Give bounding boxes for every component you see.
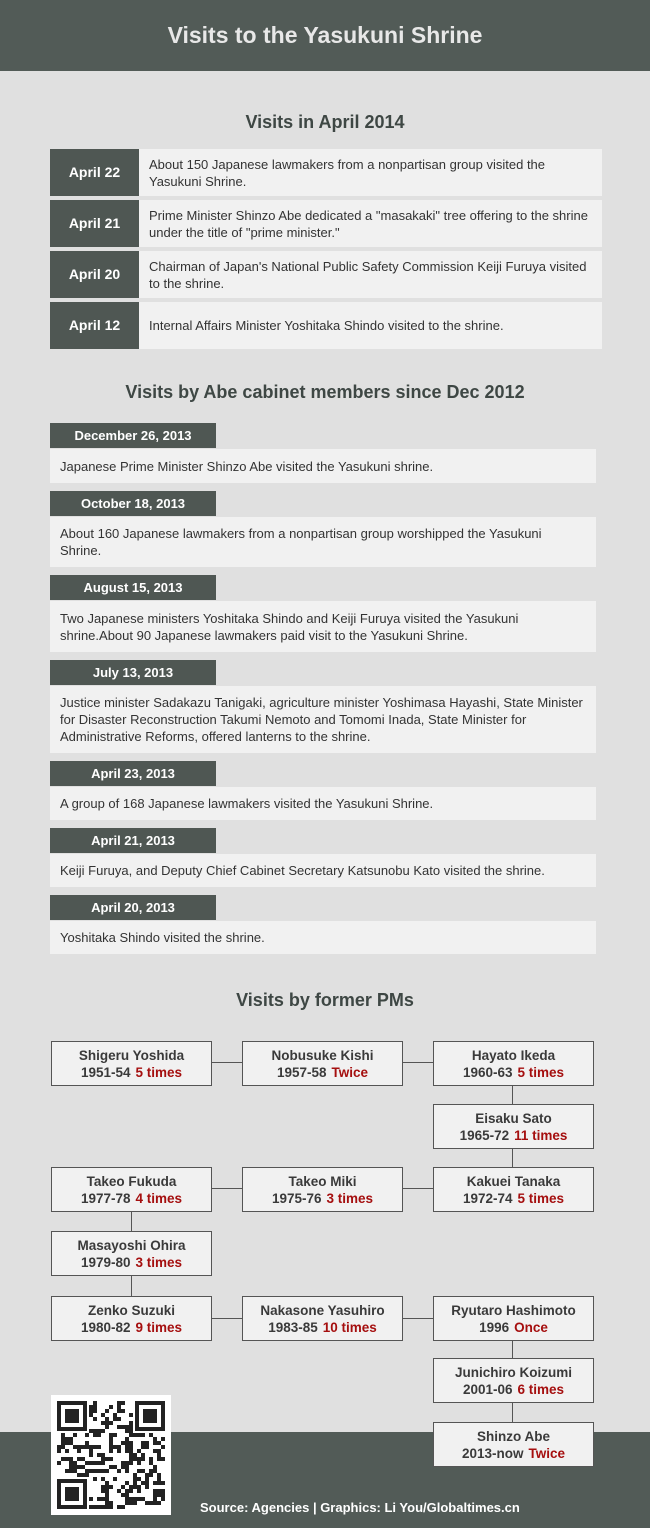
pm-visits: 3 times xyxy=(135,1255,183,1270)
april-text: Chairman of Japan's National Public Safety Commission Keiji Furuya visited to the shrine. xyxy=(149,258,587,291)
cabinet-date: August 15, 2013 xyxy=(50,575,216,600)
april-date: April 22 xyxy=(50,149,139,196)
cabinet-date: April 21, 2013 xyxy=(50,828,216,853)
april-date: April 12 xyxy=(50,302,139,349)
april-text: Prime Minister Shinzo Abe dedicated a "masakaki" tree offering to the shrine under the title of "prime minister." xyxy=(149,207,588,240)
connector xyxy=(131,1275,132,1296)
pm-name: Hayato Ikeda xyxy=(471,1048,556,1063)
connector xyxy=(212,1318,242,1319)
pm-box xyxy=(433,1296,594,1341)
pm-name: Nakasone Yasuhiro xyxy=(260,1303,385,1318)
cabinet-desc: Two Japanese ministers Yoshitaka Shindo and Keiji Furuya visited the Yasukuni shrine.About 90 Japanese lawmakers paid visit to the Yasukuni Shrine. xyxy=(50,601,596,652)
pm-years: 1960-63 xyxy=(462,1065,513,1080)
pm-visits: 5 times xyxy=(517,1065,565,1080)
cabinet-desc: Keiji Furuya, and Deputy Chief Cabinet Secretary Katsunobu Kato visited the shrine. xyxy=(50,854,596,887)
pm-years: 1996 xyxy=(479,1320,510,1335)
section-title-cabinet: Visits by Abe cabinet members since Dec 2012 xyxy=(125,382,525,402)
cabinet-date: December 26, 2013 xyxy=(50,423,216,448)
cabinet-desc: Japanese Prime Minister Shinzo Abe visited the Yasukuni shrine. xyxy=(50,449,596,483)
pm-box xyxy=(242,1296,403,1341)
pm-years: 1983-85 xyxy=(268,1320,318,1335)
pm-box xyxy=(433,1041,594,1086)
cabinet-date: April 23, 2013 xyxy=(50,761,216,786)
connector xyxy=(402,1062,433,1063)
april-row xyxy=(50,200,602,247)
pm-years: 1957-58 xyxy=(276,1065,327,1080)
pm-visits: Twice xyxy=(528,1446,566,1461)
cabinet-desc: Yoshitaka Shindo visited the shrine. xyxy=(50,921,596,954)
pm-visits: 5 times xyxy=(135,1065,183,1080)
pm-visits: 5 times xyxy=(517,1191,565,1206)
pm-years: 1979-80 xyxy=(80,1255,131,1270)
april-row xyxy=(50,251,602,298)
pm-name: Nobusuke Kishi xyxy=(271,1048,374,1063)
pm-years: 1975-76 xyxy=(271,1191,322,1206)
pm-visits: 11 times xyxy=(514,1128,568,1143)
pm-visits: 4 times xyxy=(135,1191,183,1206)
pm-box xyxy=(51,1041,212,1086)
pm-box xyxy=(51,1231,212,1276)
pm-years: 1972-74 xyxy=(462,1191,513,1206)
cabinet-desc: About 160 Japanese lawmakers from a nonpartisan group worshipped the Yasukuni Shrine. xyxy=(50,517,596,567)
pm-box xyxy=(51,1296,212,1341)
april-text: Internal Affairs Minister Yoshitaka Shindo visited to the shrine. xyxy=(149,318,504,333)
pm-years: 1977-78 xyxy=(80,1191,131,1206)
pm-years: 1951-54 xyxy=(80,1065,131,1080)
april-date: April 21 xyxy=(50,200,139,247)
cabinet-date: July 13, 2013 xyxy=(50,660,216,685)
pm-box xyxy=(242,1041,403,1086)
pm-years: 2001-06 xyxy=(462,1382,513,1397)
pm-name: Junichiro Koizumi xyxy=(454,1365,572,1380)
pm-name: Ryutaro Hashimoto xyxy=(451,1303,576,1318)
connector xyxy=(212,1062,242,1063)
cabinet-date: October 18, 2013 xyxy=(50,491,216,516)
pm-box xyxy=(433,1104,594,1149)
april-text: About 150 Japanese lawmakers from a nonpartisan group visited the Yasukuni Shrine. xyxy=(149,156,546,189)
page-header xyxy=(0,0,650,71)
section-title-pms: Visits by former PMs xyxy=(236,990,414,1010)
pm-box xyxy=(433,1422,594,1467)
pm-years: 1965-72 xyxy=(459,1128,510,1143)
connector xyxy=(512,1402,513,1422)
april-row xyxy=(50,302,602,349)
qr-code-pattern xyxy=(57,1401,165,1509)
pm-name: Masayoshi Ohira xyxy=(77,1238,186,1253)
pm-visits: 3 times xyxy=(326,1191,374,1206)
pm-box xyxy=(433,1167,594,1212)
cabinet-desc: Justice minister Sadakazu Tanigaki, agriculture minister Yoshimasa Hayashi, State Minister for Disaster Reconstruction Takumi Nemoto and Tomomi Inada, State Minister for Administrative Reforms, offered lanterns to the shrine. xyxy=(50,686,596,753)
pm-box xyxy=(242,1167,403,1212)
pm-years: 2013-now xyxy=(461,1446,524,1461)
connector xyxy=(512,1340,513,1358)
connector xyxy=(512,1085,513,1104)
connector xyxy=(402,1188,433,1189)
pm-visits: Twice xyxy=(331,1065,369,1080)
pm-name: Takeo Miki xyxy=(288,1174,357,1189)
pm-years: 1980-82 xyxy=(80,1320,131,1335)
april-date: April 20 xyxy=(50,251,139,298)
cabinet-desc: A group of 168 Japanese lawmakers visited the Yasukuni Shrine. xyxy=(50,787,596,820)
pm-visits: 6 times xyxy=(517,1382,565,1397)
pm-name: Kakuei Tanaka xyxy=(466,1174,561,1189)
pm-name: Takeo Fukuda xyxy=(86,1174,177,1189)
connector xyxy=(212,1188,242,1189)
connector xyxy=(402,1318,433,1319)
pm-visits: 9 times xyxy=(135,1320,183,1335)
section-title-april: Visits in April 2014 xyxy=(245,112,405,132)
qr-code-icon xyxy=(51,1395,171,1515)
pm-visits: Once xyxy=(514,1320,548,1335)
pm-name: Shigeru Yoshida xyxy=(78,1048,185,1063)
source-credit: Source: Agencies | Graphics: Li You/Globaltimes.cn xyxy=(200,1500,520,1515)
pm-name: Eisaku Sato xyxy=(475,1111,552,1126)
page-title: Visits to the Yasukuni Shrine xyxy=(167,22,483,48)
pm-box xyxy=(433,1358,594,1403)
pm-box xyxy=(51,1167,212,1212)
april-row xyxy=(50,149,602,196)
connector xyxy=(512,1148,513,1167)
cabinet-date: April 20, 2013 xyxy=(50,895,216,920)
connector xyxy=(131,1211,132,1231)
pm-name: Zenko Suzuki xyxy=(87,1303,175,1318)
pm-visits: 10 times xyxy=(322,1320,377,1335)
pm-name: Shinzo Abe xyxy=(477,1429,550,1444)
